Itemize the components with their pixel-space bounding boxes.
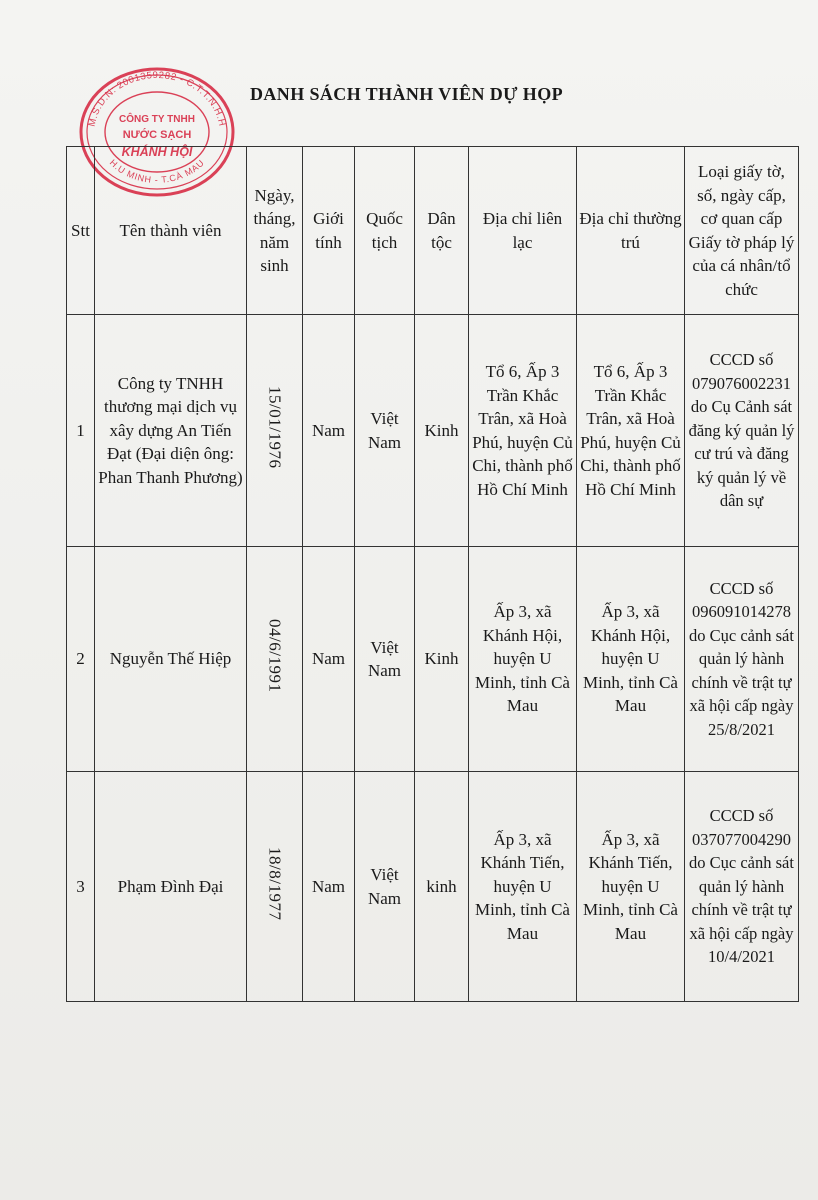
cell-permanent-address: Ấp 3, xã Khánh Tiến, huyện U Minh, tỉnh Cà Mau (577, 772, 685, 1002)
cell-permanent-address: Tổ 6, Ấp 3 Trần Khắc Trân, xã Hoà Phú, huyện Củ Chi, thành phố Hồ Chí Minh (577, 315, 685, 547)
cell-ethnicity: Kinh (415, 547, 469, 772)
cell-contact-address: Ấp 3, xã Khánh Tiến, huyện U Minh, tỉnh Cà Mau (469, 772, 577, 1002)
dob-text: 18/8/1977 (265, 846, 285, 920)
header-contact-address: Địa chỉ liên lạc (469, 147, 577, 315)
cell-name: Công ty TNHH thương mại dịch vụ xây dựng An Tiến Đạt (Đại diện ông: Phan Thanh Phương) (95, 315, 247, 547)
svg-text:CÔNG TY TNHH: CÔNG TY TNHH (119, 114, 195, 125)
svg-text:M.S.D.N: 2001359282 - C.T.T.N.: M.S.D.N: 2001359282 - C.T.T.N.H.H (86, 69, 228, 128)
header-ethnicity: Dân tộc (415, 147, 469, 315)
cell-gender: Nam (303, 315, 355, 547)
header-dob: Ngày, tháng, năm sinh (247, 147, 303, 315)
cell-ethnicity: Kinh (415, 315, 469, 547)
cell-stt: 1 (67, 315, 95, 547)
cell-name: Nguyễn Thế Hiệp (95, 547, 247, 772)
cell-ethnicity: kinh (415, 772, 469, 1002)
cell-legal-doc: CCCD số 096091014278 do Cục cảnh sát quản lý hành chính về trật tự xã hội cấp ngày 25/8/2021 (685, 547, 799, 772)
cell-gender: Nam (303, 772, 355, 1002)
cell-legal-doc: CCCD số 037077004290 do Cục cảnh sát quản lý hành chính về trật tự xã hội cấp ngày 10/4/2021 (685, 772, 799, 1002)
table-row (67, 315, 799, 547)
cell-nationality: Việt Nam (355, 547, 415, 772)
svg-text:KHÁNH HỘI: KHÁNH HỘI (121, 145, 193, 159)
cell-legal-doc: CCCD số 079076002231 do Cụ Cảnh sát đăng ký quản lý cư trú và đăng ký quản lý về dân sự (685, 315, 799, 547)
cell-permanent-address: Ấp 3, xã Khánh Hội, huyện U Minh, tỉnh Cà Mau (577, 547, 685, 772)
cell-stt: 3 (67, 772, 95, 1002)
header-gender: Giới tính (303, 147, 355, 315)
table-header-row (67, 147, 799, 315)
header-nationality: Quốc tịch (355, 147, 415, 315)
header-legal-doc: Loại giấy tờ, số, ngày cấp, cơ quan cấp Giấy tờ pháp lý của cá nhân/tổ chức (685, 147, 799, 315)
table-row (67, 547, 799, 772)
cell-nationality: Việt Nam (355, 772, 415, 1002)
members-table (66, 146, 799, 1002)
cell-dob (247, 772, 303, 1002)
table-row (67, 772, 799, 1002)
cell-name: Phạm Đình Đại (95, 772, 247, 1002)
header-permanent-address: Địa chỉ thường trú (577, 147, 685, 315)
svg-text:H.U MINH - T.CÀ MAU: H.U MINH - T.CÀ MAU (107, 157, 207, 185)
cell-stt: 2 (67, 547, 95, 772)
document-title: DANH SÁCH THÀNH VIÊN DỰ HỌP (250, 84, 563, 104)
dob-text: 04/6/1991 (265, 619, 285, 693)
cell-dob (247, 547, 303, 772)
cell-contact-address: Ấp 3, xã Khánh Hội, huyện U Minh, tỉnh Cà Mau (469, 547, 577, 772)
header-stt: Stt (67, 147, 95, 315)
dob-text: 15/01/1976 (265, 386, 285, 469)
cell-nationality: Việt Nam (355, 315, 415, 547)
cell-contact-address: Tổ 6, Ấp 3 Trần Khắc Trân, xã Hoà Phú, huyện Củ Chi, thành phố Hồ Chí Minh (469, 315, 577, 547)
cell-dob (247, 315, 303, 547)
cell-gender: Nam (303, 547, 355, 772)
header-name: Tên thành viên (95, 147, 247, 315)
svg-text:NƯỚC SẠCH: NƯỚC SẠCH (122, 129, 192, 141)
